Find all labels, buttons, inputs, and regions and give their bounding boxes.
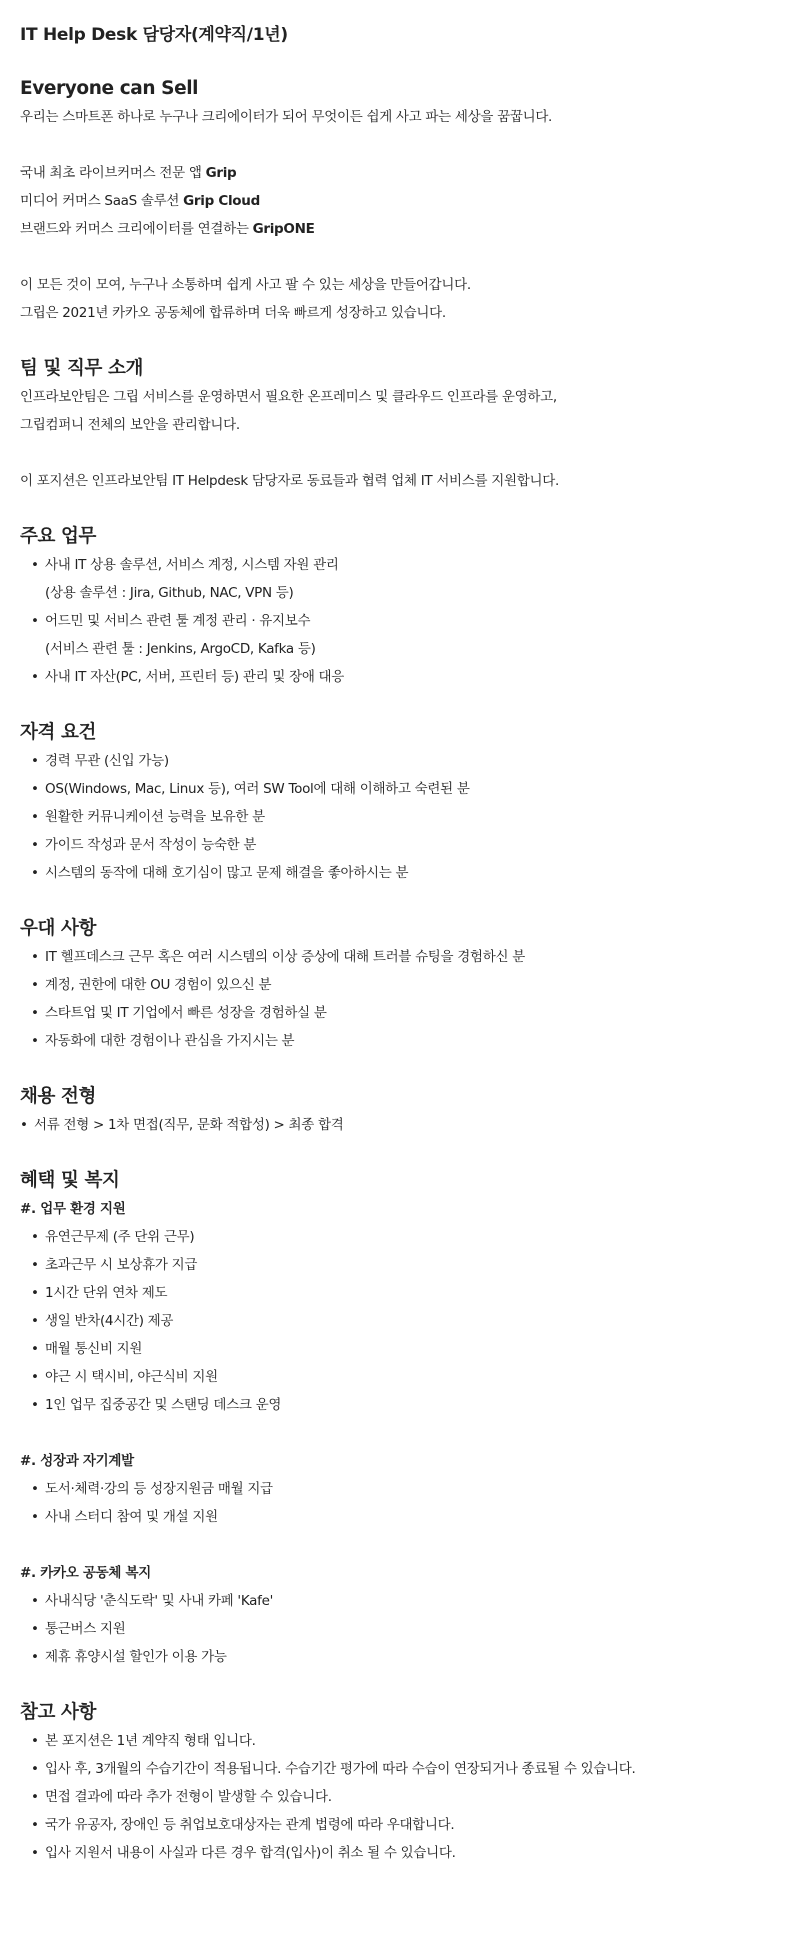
product-desc: 브랜드와 커머스 크리에이터를 연결하는 [20,221,253,237]
bullet-icon: • [31,1229,39,1245]
list-item [20,803,780,831]
process-heading: 채용 전형 [20,1086,96,1107]
list-item-text: 유연근무제 (주 단위 근무) [45,1229,195,1245]
list-item-text: 스타트업 및 IT 기업에서 빠른 성장을 경험하실 분 [45,1005,327,1021]
list-item-text: 제휴 휴양시설 할인가 이용 가능 [45,1649,227,1665]
list-item [20,1727,780,1755]
intro-tagline: 우리는 스마트폰 하나로 누구나 크리에이터가 되어 무엇이든 쉽게 사고 파는 세상을 꿈꿉니다. [20,109,553,125]
list-item [20,775,780,803]
bullet-icon: • [31,1621,39,1637]
list-item [20,747,780,775]
list-item [20,663,780,691]
list-item-text: 도서·체력·강의 등 성장지원금 매월 지급 [45,1481,273,1497]
intro-heading: Everyone can Sell [20,78,199,99]
list-item [20,1111,780,1139]
preferred-section [20,915,780,1055]
notes-heading: 참고 사항 [20,1702,96,1723]
process-section [20,1083,780,1139]
list-item [20,1363,780,1391]
benefit-group-title: #. 성장과 자기계발 [20,1453,134,1469]
list-item-text: 1인 업무 집중공간 및 스탠딩 데스크 운영 [45,1397,282,1413]
benefit-group-title: #. 카카오 공동체 복지 [20,1565,151,1581]
team-line: 그립컴퍼니 전체의 보안을 관리합니다. [20,417,240,433]
bullet-icon: • [31,1481,39,1497]
benefit-list [20,1223,780,1419]
intro-closing-line: 이 모든 것이 모여, 누구나 소통하며 쉽게 사고 팔 수 있는 세상을 만들어갑니다. [20,277,471,293]
product-name: Grip Cloud [183,193,260,209]
bullet-icon: • [31,949,39,965]
list-item [20,859,780,887]
product-name: GripONE [252,221,315,237]
list-item-text: 입사 지원서 내용이 사실과 다른 경우 합격(입사)이 취소 될 수 있습니다. [45,1845,456,1861]
bullet-icon: • [31,1005,39,1021]
team-heading: 팀 및 직무 소개 [20,358,143,379]
product-desc: 국내 최초 라이브커머스 전문 앱 [20,165,206,181]
list-item [20,1587,780,1615]
requirements-list [20,747,780,887]
list-item [20,1755,780,1783]
duties-list [20,551,780,691]
list-item-text: 사내 IT 자산(PC, 서버, 프린터 등) 관리 및 장애 대응 [45,669,345,685]
list-item [20,1307,780,1335]
list-item [20,943,780,971]
notes-list [20,1727,780,1867]
team-line: 인프라보안팀은 그립 서비스를 운영하면서 필요한 온프레미스 및 클라우드 인프라를 운영하고, [20,389,557,405]
list-item [20,551,780,579]
list-item [20,1223,780,1251]
bullet-icon: • [31,1369,39,1385]
requirements-section [20,719,780,887]
bullet-icon: • [31,1509,39,1525]
bullet-icon: • [31,865,39,881]
list-item [20,1251,780,1279]
list-item [20,1335,780,1363]
list-item-text: 야근 시 택시비, 야근식비 지원 [45,1369,218,1385]
bullet-icon: • [31,1313,39,1329]
bullet-icon: • [31,837,39,853]
bullet-icon: • [31,1257,39,1273]
bullet-icon: • [31,1593,39,1609]
list-item [20,1615,780,1643]
bullet-icon: • [31,1649,39,1665]
notes-section [20,1699,780,1867]
bullet-icon: • [20,1117,28,1133]
list-item-text: 사내식당 '춘식도락' 및 사내 카페 'Kafe' [45,1593,273,1609]
list-item-text: 사내 스터디 참여 및 개설 지원 [45,1509,218,1525]
bullet-icon: • [31,753,39,769]
list-item-note [20,579,780,607]
product-line [20,215,780,243]
product-name: Grip [205,165,237,181]
bullet-icon: • [31,809,39,825]
list-item [20,607,780,635]
list-item-text: 국가 유공자, 장애인 등 취업보호대상자는 관계 법령에 따라 우대합니다. [45,1817,455,1833]
list-item-text: 생일 반차(4시간) 제공 [45,1313,174,1329]
list-item-text: 자동화에 대한 경험이나 관심을 가지시는 분 [45,1033,295,1049]
duties-section [20,523,780,691]
intro-closing-line: 그립은 2021년 카카오 공동체에 합류하며 더욱 빠르게 성장하고 있습니다. [20,305,446,321]
page-title: IT Help Desk 담당자(계약직/1년) [20,25,288,45]
list-item-text: 매월 통신비 지원 [45,1341,143,1357]
job-description [20,75,780,1867]
benefit-list [20,1587,780,1671]
benefits-heading: 혜택 및 복지 [20,1170,120,1191]
bullet-icon: • [31,1761,39,1777]
bullet-icon: • [31,781,39,797]
bullet-icon: • [31,1285,39,1301]
list-item [20,1839,780,1867]
list-item [20,1643,780,1671]
list-item [20,1027,780,1055]
benefit-group-title: #. 업무 환경 지원 [20,1201,126,1217]
list-item [20,1811,780,1839]
list-item-text: 면접 결과에 따라 추가 전형이 발생할 수 있습니다. [45,1789,332,1805]
duties-heading: 주요 업무 [20,526,96,547]
list-item [20,1783,780,1811]
bullet-icon: • [31,1341,39,1357]
product-line [20,187,780,215]
list-item-text: 시스템의 동작에 대해 호기심이 많고 문제 해결을 좋아하시는 분 [45,865,409,881]
list-item-text: 입사 후, 3개월의 수습기간이 적용됩니다. 수습기간 평가에 따라 수습이 연장되거나 종료될 수 있습니다. [45,1761,636,1777]
list-item-text: 사내 IT 상용 솔루션, 서비스 계정, 시스템 자원 관리 [45,557,339,573]
list-item-text: OS(Windows, Mac, Linux 등), 여러 SW Tool에 대해 이해하고 숙련된 분 [45,781,470,797]
list-item-text: 계정, 권한에 대한 OU 경험이 있으신 분 [45,977,272,993]
list-item [20,831,780,859]
team-section [20,355,780,495]
product-line [20,159,780,187]
list-item-text: 통근버스 지원 [45,1621,126,1637]
bullet-icon: • [31,613,39,629]
requirements-heading: 자격 요건 [20,722,96,743]
list-item-text: 가이드 작성과 문서 작성이 능숙한 분 [45,837,257,853]
bullet-icon: • [31,1817,39,1833]
bullet-icon: • [31,1789,39,1805]
bullet-icon: • [31,669,39,685]
preferred-list [20,943,780,1055]
benefit-list [20,1475,780,1531]
list-item-text: (서비스 관련 툴 : Jenkins, ArgoCD, Kafka 등) [45,641,316,657]
list-item [20,1503,780,1531]
list-item [20,1475,780,1503]
bullet-icon: • [31,1397,39,1413]
bullet-icon: • [31,1733,39,1749]
bullet-icon: • [31,557,39,573]
list-item-text: IT 헬프데스크 근무 혹은 여러 시스템의 이상 증상에 대해 트러블 슈팅을 경험하신 분 [45,949,525,965]
list-item-text: 경력 무관 (신입 가능) [45,753,169,769]
process-list [20,1111,780,1139]
bullet-icon: • [31,977,39,993]
list-item-text: (상용 솔루션 : Jira, Github, NAC, VPN 등) [45,585,294,601]
process-steps: 서류 전형 > 1차 면접(직무, 문화 적합성) > 최종 합격 [34,1117,344,1133]
list-item [20,1279,780,1307]
list-item-text: 1시간 단위 연차 제도 [45,1285,168,1301]
list-item-text: 본 포지션은 1년 계약직 형태 입니다. [45,1733,256,1749]
list-item [20,1391,780,1419]
preferred-heading: 우대 사항 [20,918,96,939]
bullet-icon: • [31,1033,39,1049]
position-summary: 이 포지션은 인프라보안팀 IT Helpdesk 담당자로 동료들과 협력 업체 IT 서비스를 지원합니다. [20,473,559,489]
list-item [20,999,780,1027]
list-item-text: 어드민 및 서비스 관련 툴 계정 관리 · 유지보수 [45,613,311,629]
intro-section [20,75,780,327]
list-item-text: 초과근무 시 보상휴가 지급 [45,1257,198,1273]
benefits-section [20,1167,780,1671]
list-item-note [20,635,780,663]
list-item [20,971,780,999]
bullet-icon: • [31,1845,39,1861]
product-desc: 미디어 커머스 SaaS 솔루션 [20,193,184,209]
list-item-text: 원활한 커뮤니케이션 능력을 보유한 분 [45,809,265,825]
